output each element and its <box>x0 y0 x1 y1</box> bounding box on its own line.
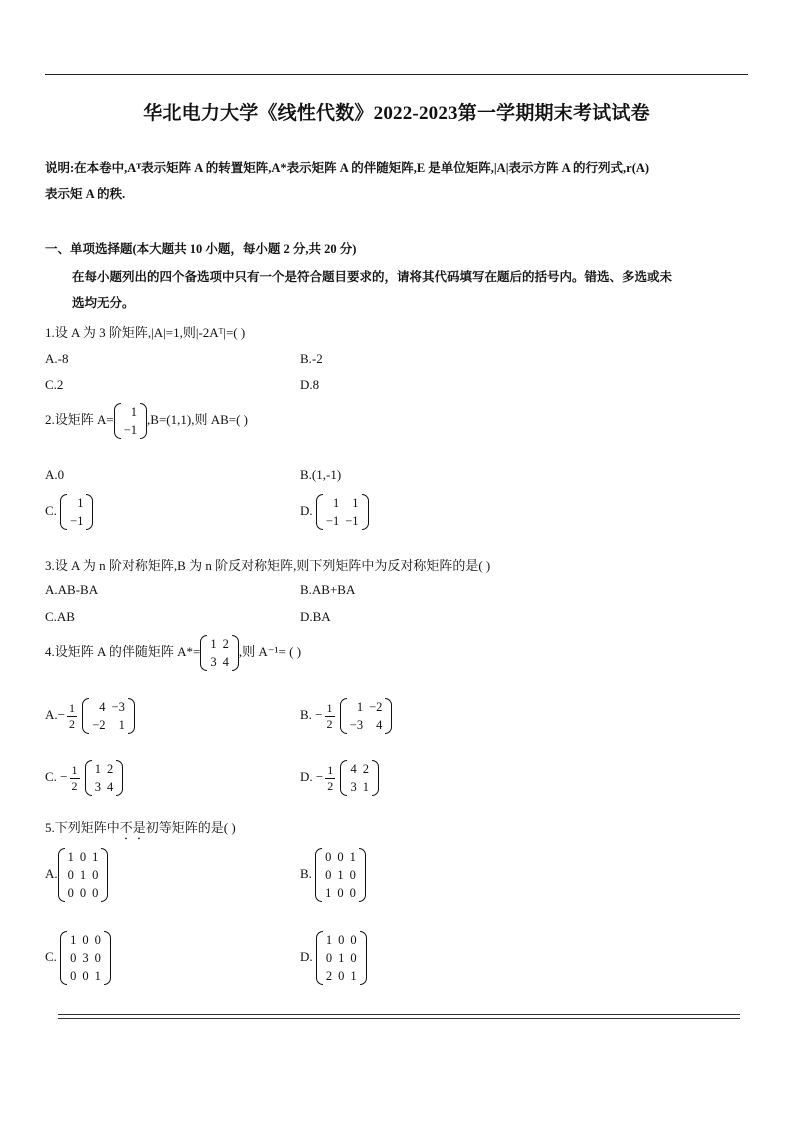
matrix-q4-d <box>340 760 379 796</box>
matrix-q5-d <box>316 931 367 985</box>
fraction: $\frac{1}{2}$ <box>71 762 78 793</box>
matrix-cell: 1 <box>356 700 364 714</box>
question-5-stem-post: 初等矩阵的是( ) <box>145 820 236 835</box>
question-3-stem: 3.设 A 为 n 阶对称矩阵,B 为 n 阶反对称矩阵,则下列矩阵中为反对称矩阵的是( ) <box>45 558 491 573</box>
matrix-cell: 0 <box>94 933 101 947</box>
option-label: C. <box>45 502 57 518</box>
matrix-cell: 2 <box>325 969 333 983</box>
matrix-cell: 4 <box>350 762 357 776</box>
question-2-stem-post: ,B=(1,1),则 AB=( ) <box>147 411 249 427</box>
matrix-cell: 0 <box>92 886 99 900</box>
question-2-stem-pre: 2.设矩阵 A= <box>45 411 114 427</box>
matrix-cell: −3 <box>349 718 364 732</box>
matrix-table <box>347 760 372 796</box>
matrix-table <box>92 760 117 796</box>
question-2-option-b: B.(1,-1) <box>300 467 342 482</box>
question-5-stem-pre: 5.下列矩阵中 <box>45 820 120 835</box>
matrix-cell: 0 <box>338 969 345 983</box>
matrix-table <box>67 494 86 530</box>
matrix-cell: −2 <box>92 718 106 732</box>
matrix-cell: 1 <box>349 850 356 864</box>
matrix-q2-a <box>114 403 147 439</box>
option-label: A. <box>45 706 58 722</box>
matrix-cell: 0 <box>337 850 344 864</box>
question-2-option-d <box>300 494 369 530</box>
question-3-option-a: A.AB-BA <box>45 582 99 597</box>
matrix-cell: 0 <box>350 933 357 947</box>
question-5-option-b <box>300 848 366 902</box>
page-title: 华北电力大学《线性代数》2022-2023第一学期期末考试试卷 <box>143 103 650 124</box>
question-1-option-c: C.2 <box>45 377 64 392</box>
matrix-q5-b <box>315 848 366 902</box>
matrix-cell: 1 <box>79 868 87 882</box>
matrix-cell: 1 <box>118 718 125 732</box>
matrix-cell: 1 <box>337 868 344 882</box>
matrix-cell: 0 <box>350 951 357 965</box>
matrix-q2-d <box>316 494 369 530</box>
matrix-cell: 1 <box>352 496 359 510</box>
matrix-cell: 1 <box>338 951 345 965</box>
matrix-table <box>322 848 359 902</box>
matrix-cell: 2 <box>362 762 369 776</box>
matrix-cell: 0 <box>349 886 356 900</box>
fraction: $\frac{1}{2}$ <box>68 700 75 731</box>
matrix-cell: 0 <box>67 868 74 882</box>
matrix-table <box>207 635 232 671</box>
question-1-stem: 1.设 A 为 3 阶矩阵,|A|=1,则|-2Aᵀ|=( ) <box>45 325 246 340</box>
matrix-cell: 0 <box>349 868 356 882</box>
matrix-table <box>89 698 128 734</box>
header-rule <box>45 74 748 75</box>
question-2-option-a: A.0 <box>45 467 65 482</box>
option-label: A. <box>45 865 58 881</box>
matrix-cell: 3 <box>94 780 102 794</box>
question-4-option-c: C. − $\frac{1}{2}$ 1 2 3 4 <box>45 760 123 796</box>
matrix-cell: 0 <box>337 886 344 900</box>
fraction: $\frac{1}{2}$ <box>326 700 333 731</box>
matrix-cell: 1 <box>94 969 101 983</box>
matrix-table <box>65 848 102 902</box>
matrix-q4-a <box>82 698 135 734</box>
question-4-stem <box>45 635 301 671</box>
question-4-stem-pre: 4.设矩阵 A 的伴随矩阵 A*= <box>45 643 201 659</box>
matrix-cell: 0 <box>79 886 87 900</box>
matrix-q5-a <box>58 848 109 902</box>
matrix-cell: 0 <box>325 868 332 882</box>
matrix-cell: 1 <box>325 886 332 900</box>
matrix-cell: 0 <box>92 868 99 882</box>
matrix-cell: 1 <box>350 969 357 983</box>
matrix-cell: 0 <box>67 886 74 900</box>
question-1-option-d: D.8 <box>300 377 320 392</box>
matrix-cell: 1 <box>325 933 333 947</box>
matrix-cell: 0 <box>82 969 89 983</box>
matrix-q4-c <box>85 760 124 796</box>
matrix-cell: 0 <box>94 951 101 965</box>
matrix-cell: 4 <box>376 718 383 732</box>
question-1-option-a: A.-8 <box>45 351 69 366</box>
matrix-cell: 1 <box>70 933 77 947</box>
matrix-cell: 0 <box>70 951 77 965</box>
matrix-cell: −2 <box>369 700 383 714</box>
question-3-option-d: D.BA <box>300 609 331 624</box>
instructions-note-line1: 说明:在本卷中,Aᵀ表示矩阵 A 的转置矩阵,A*表示矩阵 A 的伴随矩阵,E 是单位矩阵,|A|表示方阵 A 的行列式,r(A) <box>45 161 650 175</box>
footer-double-rule <box>58 1014 740 1019</box>
question-4-option-b: B. − $\frac{1}{2}$ 1 −2 −3 4 <box>300 698 392 734</box>
question-4-stem-post: ,则 A⁻¹= ( ) <box>238 643 302 659</box>
question-2-stem <box>45 403 248 439</box>
matrix-cell: −3 <box>111 700 125 714</box>
matrix-cell: 1 <box>92 850 99 864</box>
option-label: B. <box>300 706 312 722</box>
matrix-table <box>323 931 360 985</box>
matrix-cell: 1 <box>210 637 217 651</box>
question-2-option-c <box>45 494 93 530</box>
option-label: C. <box>45 768 57 784</box>
question-5-stem <box>45 817 236 843</box>
matrix-cell: 1 <box>130 405 138 419</box>
matrix-cell: 0 <box>338 933 345 947</box>
section-instructions-line2: 选均无分。 <box>72 296 135 310</box>
matrix-cell: 0 <box>79 850 87 864</box>
matrix-cell: 1 <box>67 850 74 864</box>
matrix-cell: 0 <box>82 933 89 947</box>
matrix-cell: 4 <box>222 655 229 669</box>
fraction: $\frac{1}{2}$ <box>327 762 334 793</box>
matrix-table <box>121 403 140 439</box>
matrix-cell: 3 <box>82 951 89 965</box>
matrix-cell: 4 <box>107 780 114 794</box>
question-4-option-d: D. − $\frac{1}{2}$ 4 2 3 1 <box>300 760 379 796</box>
question-5-option-c <box>45 931 111 985</box>
matrix-cell: 0 <box>70 969 77 983</box>
section-heading: 一、单项选择题(本大题共 10 小题，每小题 2 分,共 20 分) <box>45 242 357 256</box>
matrix-cell: 1 <box>362 780 369 794</box>
matrix-q2-c <box>60 494 93 530</box>
matrix-cell: 1 <box>94 762 102 776</box>
question-5-option-d <box>300 931 367 985</box>
matrix-q5-c <box>60 931 111 985</box>
question-5-stem-emphasis: 不是 <box>119 820 146 835</box>
option-label: C. <box>45 948 57 964</box>
question-3-option-c: C.AB <box>45 609 75 624</box>
matrix-cell: 2 <box>222 637 229 651</box>
matrix-cell: 1 <box>77 496 84 510</box>
matrix-cell: −1 <box>70 514 84 528</box>
matrix-cell: 0 <box>325 850 332 864</box>
matrix-table <box>347 698 386 734</box>
option-label: D. <box>300 502 313 518</box>
matrix-cell: 0 <box>325 951 333 965</box>
matrix-cell: 2 <box>107 762 114 776</box>
matrix-q4-b <box>340 698 393 734</box>
matrix-cell: 3 <box>210 655 217 669</box>
section-instructions-line1: 在每小题列出的四个备选项中只有一个是符合题目要求的，请将其代码填写在题后的括号内。错选、多选或未 <box>72 270 673 284</box>
matrix-cell: 4 <box>99 700 106 714</box>
question-4-option-a: A.− $\frac{1}{2}$ 4 −3 −2 1 <box>45 698 135 734</box>
instructions-note-line2: 表示矩 A 的秩. <box>45 187 126 201</box>
matrix-cell: 3 <box>350 780 357 794</box>
option-label: D. <box>300 768 313 784</box>
option-label: D. <box>300 948 313 964</box>
matrix-table <box>323 494 362 530</box>
matrix-cell: 1 <box>332 496 340 510</box>
question-1-option-b: B.-2 <box>300 351 323 366</box>
question-3-option-b: B.AB+BA <box>300 582 356 597</box>
option-label: B. <box>300 865 312 881</box>
question-5-option-a <box>45 848 108 902</box>
matrix-cell: −1 <box>123 423 138 437</box>
matrix-table <box>67 931 104 985</box>
matrix-cell: −1 <box>325 514 340 528</box>
matrix-cell: −1 <box>345 514 359 528</box>
matrix-q4-astar <box>200 635 239 671</box>
